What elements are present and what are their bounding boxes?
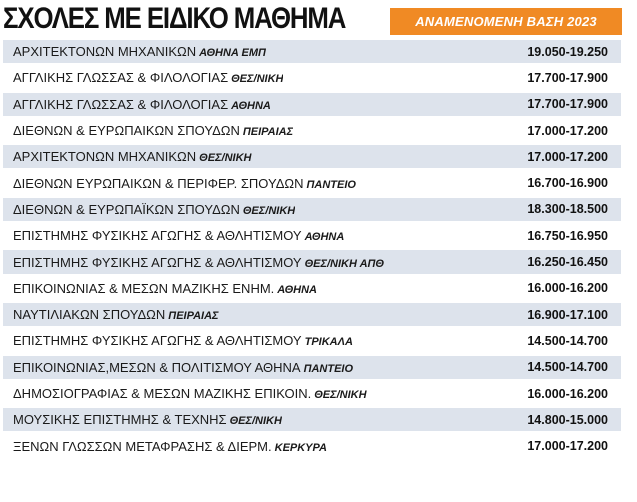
score-range: 17.000-17.200 (527, 123, 608, 138)
table-row (3, 408, 621, 431)
school-label (13, 386, 367, 401)
school-label (13, 97, 271, 112)
school-location: ΘΕΣ/ΝΙΚΗ (231, 73, 284, 86)
table-row (3, 93, 621, 116)
table-row (3, 119, 621, 142)
school-location: ΘΕΣ/ΝΙΚΗ (242, 204, 296, 217)
school-location: ΑΘΗΝΑ ΕΜΠ (199, 47, 266, 60)
school-label (13, 176, 356, 191)
school-location: ΑΘΗΝΑ (277, 283, 317, 296)
score-range: 16.900-17.100 (527, 307, 608, 322)
score-range: 17.700-17.900 (527, 70, 608, 85)
school-label (13, 123, 293, 138)
table-row (3, 277, 621, 300)
school-location: ΠΕΙΡΑΙΑΣ (242, 126, 294, 139)
table-row (3, 145, 621, 168)
score-range: 19.050-19.250 (527, 44, 608, 59)
school-location: ΠΑΝΤΕΙΟ (306, 178, 356, 191)
table-row (3, 224, 621, 247)
school-name: ΔΙΕΘΝΩΝ & ΕΥΡΩΠΑΪΚΩΝ ΣΠΟΥΔΩΝ (13, 201, 240, 217)
score-range: 16.750-16.950 (527, 228, 608, 243)
school-name: ΔΗΜΟΣΙΟΓΡΑΦΙΑΣ & ΜΕΣΩΝ ΜΑΖΙΚΗΣ ΕΠΙΚΟΙΝ. (13, 386, 312, 401)
school-label (13, 228, 344, 243)
school-name: ΑΡΧΙΤΕΚΤΟΝΩΝ ΜΗΧΑΝΙΚΩΝ (13, 149, 197, 165)
table-row (3, 66, 621, 89)
score-range: 16.000-16.200 (527, 281, 608, 296)
school-location: ΘΕΣ/ΝΙΚΗ (314, 389, 367, 401)
school-label (13, 255, 384, 270)
school-location: ΑΘΗΝΑ (304, 231, 345, 244)
school-location: ΚΕΡΚΥΡΑ (274, 441, 327, 454)
school-label (13, 281, 317, 296)
table-row (3, 356, 621, 379)
school-name: ΑΡΧΙΤΕΚΤΟΝΩΝ ΜΗΧΑΝΙΚΩΝ (13, 44, 197, 60)
score-range: 16.250-16.450 (527, 255, 608, 270)
school-label (13, 149, 252, 164)
school-label (13, 70, 283, 85)
school-location: ΠΕΙΡΑΙΑΣ (168, 310, 219, 323)
expected-base-badge: ΑΝΑΜΕΝΟΜΕΝΗ ΒΑΣΗ 2023 (390, 8, 622, 35)
school-label (13, 44, 266, 59)
school-label (13, 439, 327, 454)
table-row (3, 382, 621, 405)
score-range: 16.000-16.200 (527, 386, 608, 401)
score-range: 14.800-15.000 (527, 412, 608, 427)
score-range: 17.700-17.900 (527, 97, 608, 112)
school-location: ΘΕΣ/ΝΙΚΗ ΑΠΘ (304, 257, 384, 270)
school-name: ΕΠΙΣΤΗΜΗΣ ΦΥΣΙΚΗΣ ΑΓΩΓΗΣ & ΑΘΛΗΤΙΣΜΟΥ (13, 254, 302, 270)
schools-table (3, 40, 621, 461)
school-name: ΑΓΓΛΙΚΗΣ ΓΛΩΣΣΑΣ & ΦΙΛΟΛΟΓΙΑΣ (13, 96, 229, 112)
score-range: 14.500-14.700 (527, 360, 608, 375)
school-label (13, 202, 295, 217)
school-name: ΕΠΙΚΟΙΝΩΝΙΑΣ,ΜΕΣΩΝ & ΠΟΛΙΤΙΣΜΟΥ ΑΘΗΝΑ (13, 359, 301, 375)
school-label (13, 307, 219, 322)
school-location: ΤΡΙΚΑΛΑ (304, 336, 353, 349)
school-name: ΜΟΥΣΙΚΗΣ ΕΠΙΣΤΗΜΗΣ & ΤΕΧΝΗΣ (13, 412, 227, 428)
school-name: ΕΠΙΚΟΙΝΩΝΙΑΣ & ΜΕΣΩΝ ΜΑΖΙΚΗΣ ΕΝΗΜ. (13, 280, 275, 296)
school-label (13, 333, 353, 348)
school-label (13, 360, 353, 375)
school-name: ΔΙΕΘΝΩΝ ΕΥΡΩΠΑΙΚΩΝ & ΠΕΡΙΦΕΡ. ΣΠΟΥΔΩΝ (13, 175, 304, 191)
school-name: ΔΙΕΘΝΩΝ & ΕΥΡΩΠΑΙΚΩΝ ΣΠΟΥΔΩΝ (13, 123, 240, 139)
school-name: ΑΓΓΛΙΚΗΣ ΓΛΩΣΣΑΣ & ΦΙΛΟΛΟΓΙΑΣ (13, 70, 229, 86)
school-name: ΕΠΙΣΤΗΜΗΣ ΦΥΣΙΚΗΣ ΑΓΩΓΗΣ & ΑΘΛΗΤΙΣΜΟΥ (13, 228, 302, 244)
school-location: ΠΑΝΤΕΙΟ (303, 362, 354, 375)
school-location: ΑΘΗΝΑ (231, 99, 271, 112)
table-row (3, 250, 621, 273)
table-row (3, 303, 621, 326)
score-range: 14.500-14.700 (527, 333, 608, 348)
score-range: 17.000-17.200 (527, 439, 608, 454)
school-label (13, 412, 282, 427)
page-title: ΣΧΟΛΕΣ ΜΕ ΕΙΔΙΚΟ ΜΑΘΗΜΑ (3, 2, 346, 35)
school-location: ΘΕΣ/ΝΙΚΗ (199, 152, 252, 165)
school-location: ΘΕΣ/ΝΙΚΗ (229, 415, 282, 428)
table-row (3, 329, 621, 352)
school-name: ΕΠΙΣΤΗΜΗΣ ΦΥΣΙΚΗΣ ΑΓΩΓΗΣ & ΑΘΛΗΤΙΣΜΟΥ (13, 333, 302, 349)
table-row (3, 40, 621, 63)
school-name: ΞΕΝΩΝ ΓΛΩΣΣΩΝ ΜΕΤΑΦΡΑΣΗΣ & ΔΙΕΡΜ. (13, 438, 272, 454)
school-name: ΝΑΥΤΙΛΙΑΚΩΝ ΣΠΟΥΔΩΝ (13, 307, 166, 323)
score-range: 16.700-16.900 (527, 176, 608, 191)
page-header (0, 0, 637, 40)
table-row (3, 198, 621, 221)
score-range: 18.300-18.500 (527, 202, 608, 217)
table-row (3, 171, 621, 194)
table-row (3, 434, 621, 457)
score-range: 17.000-17.200 (527, 149, 608, 164)
